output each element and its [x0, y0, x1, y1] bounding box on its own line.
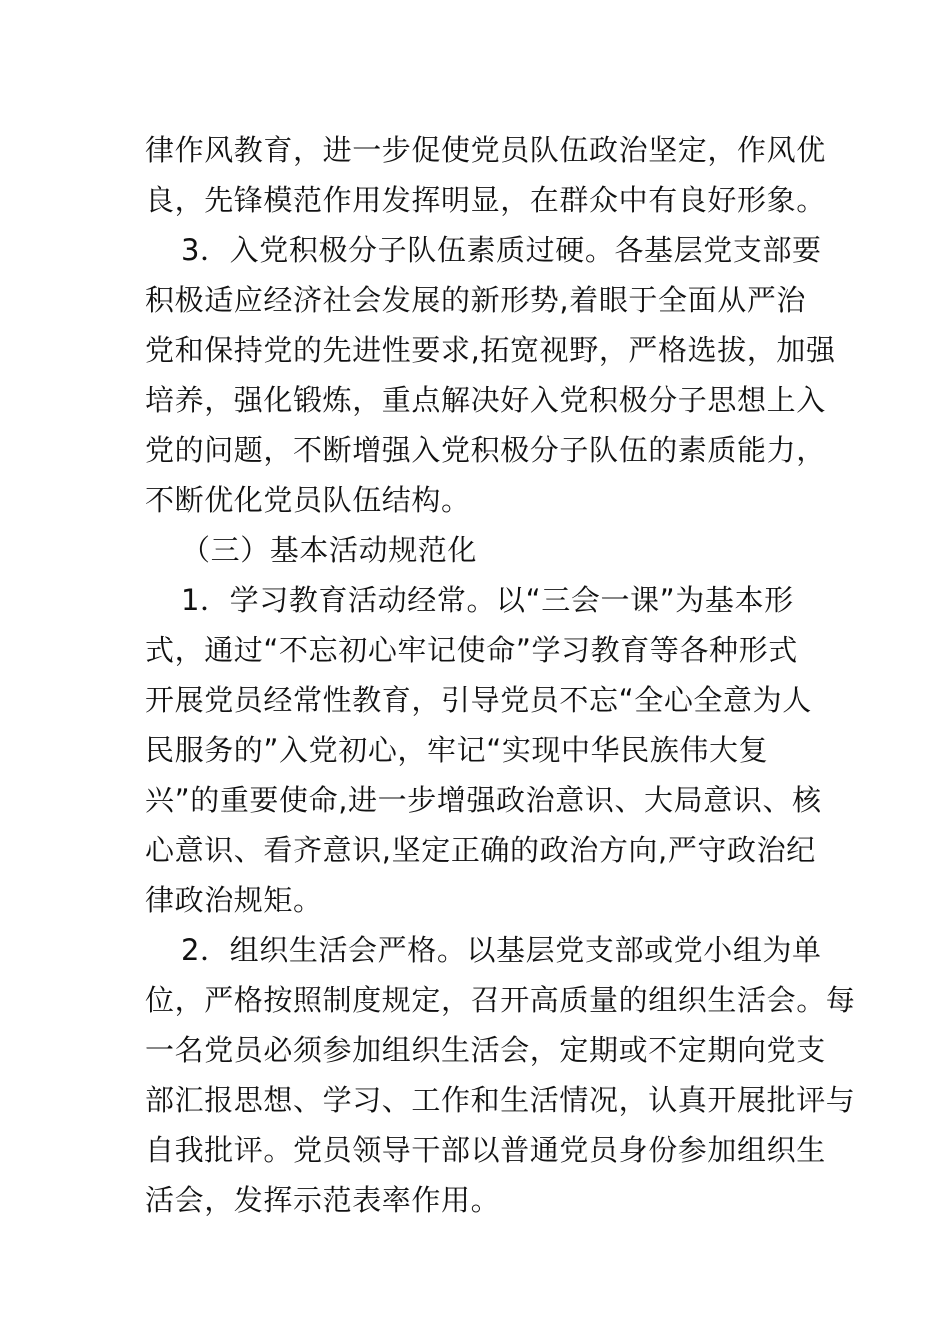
- paragraph-line: 2．组织生活会严格。以基层党支部或党小组为单: [181, 933, 822, 967]
- paragraph-line: 3．入党积极分子队伍素质过硬。各基层党支部要: [181, 233, 822, 267]
- paragraph-line: 良，先锋模范作用发挥明显，在群众中有良好形象。: [145, 183, 826, 217]
- paragraph-line: 1．学习教育活动经常。以“三会一课”为基本形: [181, 583, 794, 617]
- paragraph-line: 式，通过“不忘初心牢记使命”学习教育等各种形式: [145, 633, 798, 667]
- paragraph-line: 不断优化党员队伍结构。: [145, 483, 471, 517]
- paragraph-line: 培养，强化锻炼，重点解决好入党积极分子思想上入: [145, 383, 826, 417]
- paragraph-line: 自我批评。党员领导干部以普通党员身份参加组织生: [145, 1133, 826, 1167]
- paragraph-line: 一名党员必须参加组织生活会，定期或不定期向党支: [145, 1033, 826, 1067]
- paragraph-line: 律作风教育，进一步促使党员队伍政治坚定，作风优: [145, 133, 826, 167]
- paragraph-line: 党的问题，不断增强入党积极分子队伍的素质能力，: [145, 433, 826, 467]
- paragraph-line: 兴”的重要使命,进一步增强政治意识、大局意识、核: [145, 783, 822, 817]
- paragraph-line: 活会，发挥示范表率作用。: [145, 1183, 501, 1217]
- paragraph-line: 位，严格按照制度规定，召开高质量的组织生活会。每: [145, 983, 856, 1017]
- paragraph-line: 心意识、看齐意识,坚定正确的政治方向,严守政治纪: [145, 833, 816, 867]
- section-heading: （三）基本活动规范化: [181, 533, 478, 567]
- paragraph-line: 民服务的”入党初心，牢记“实现中华民族伟大复: [145, 733, 769, 767]
- paragraph-line: 党和保持党的先进性要求,拓宽视野，严格选拔，加强: [145, 333, 836, 367]
- paragraph-line: 律政治规矩。: [145, 883, 323, 917]
- paragraph-line: 开展党员经常性教育，引导党员不忘“全心全意为人: [145, 683, 812, 717]
- paragraph-line: 部汇报思想、学习、工作和生活情况，认真开展批评与: [145, 1083, 856, 1117]
- paragraph-line: 积极适应经济社会发展的新形势,着眼于全面从严治: [145, 283, 807, 317]
